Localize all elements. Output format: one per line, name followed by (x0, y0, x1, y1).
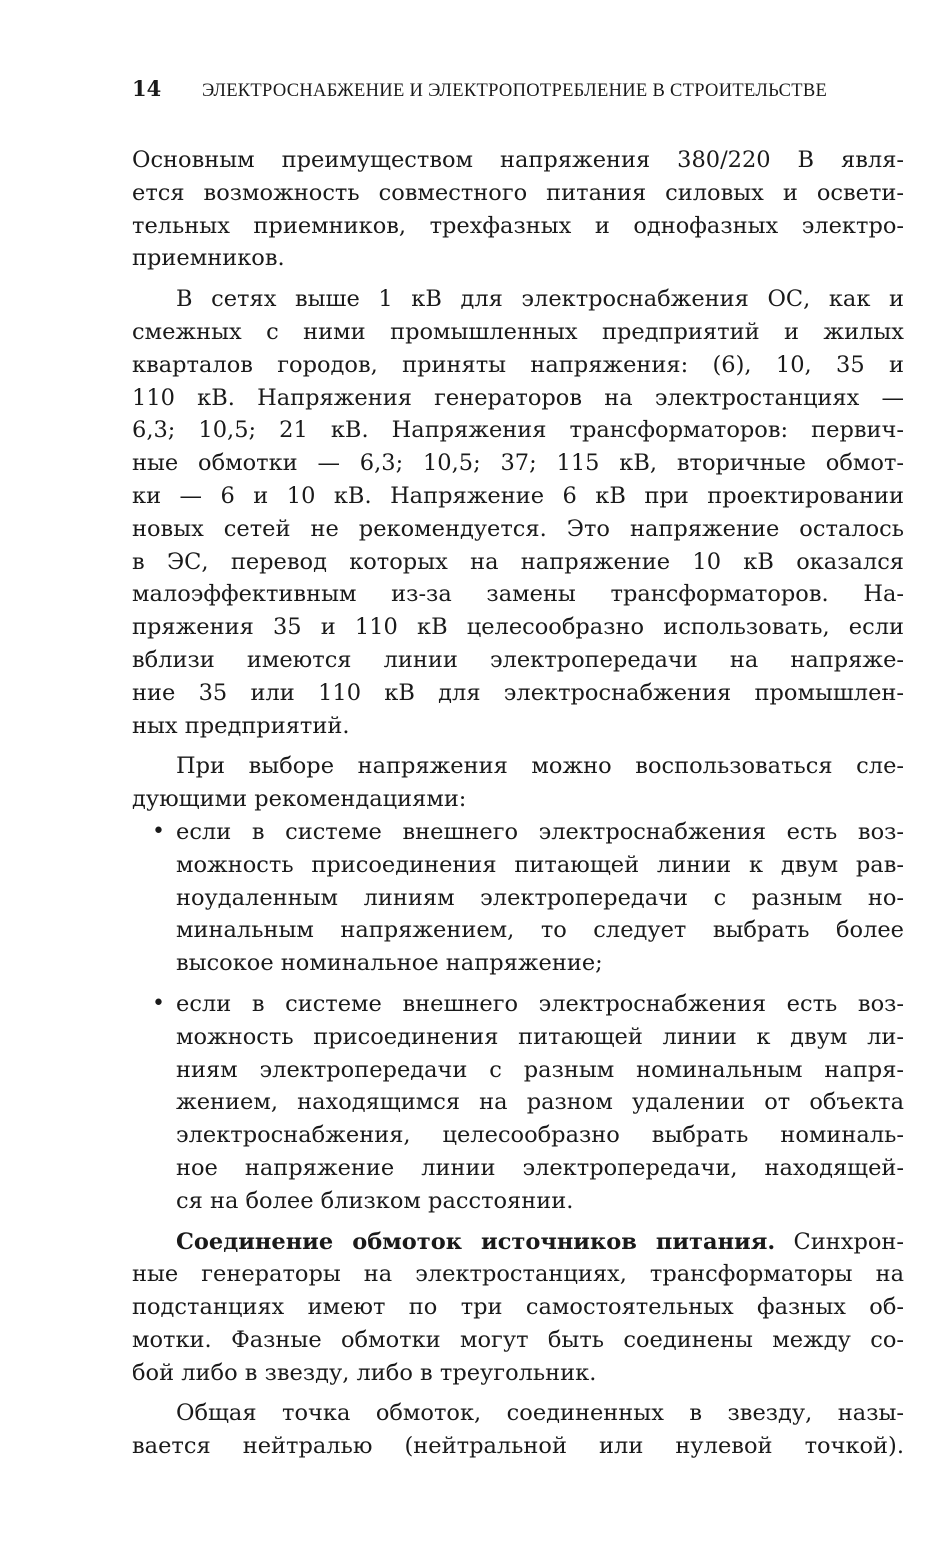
text-line: 6,3; 10,5; 21 кВ. Напряжения трансформаторов: первич- (132, 417, 904, 444)
text-line: В сетях выше 1 кВ для электроснабжения ОС, как и (176, 286, 904, 313)
paragraph-3 (132, 750, 904, 816)
text-line: При выборе напряжения можно воспользоваться сле- (176, 753, 904, 780)
list-item (132, 988, 904, 1218)
text-line: Основным преимуществом напряжения 380/220 В явля- (132, 147, 904, 173)
text-line: высокое номинальное напряжение; (176, 950, 603, 977)
bullet-icon: • (152, 818, 165, 844)
text-line: приемников. (132, 245, 285, 272)
text-line: можность присоединения питающей линии к двум рав- (176, 851, 904, 878)
text-line: можность присоединения питающей линии к двум ли- (176, 1023, 904, 1050)
text-line: вается нейтралью (нейтральной или нулевой точкой). (132, 1433, 904, 1460)
text-line: бой либо в звезду, либо в треугольник. (132, 1359, 597, 1386)
text-line: минальным напряжением, то следует выбрать более (176, 917, 904, 944)
text-line: в ЭС, перевод которых на напряжение 10 кВ оказался (132, 548, 904, 575)
text-line: тельных приемников, трехфазных и однофазных электро- (132, 212, 904, 239)
text-line: электроснабжения, целесообразно выбрать номиналь- (176, 1122, 904, 1149)
text-line: подстанциях имеют по три самостоятельных фазных об- (132, 1294, 904, 1321)
paragraph-4 (132, 1226, 904, 1390)
page-body (132, 144, 904, 1463)
text-line: если в системе внешнего электроснабжения есть воз- (176, 818, 904, 845)
paragraph-2 (132, 283, 904, 742)
text-line: вблизи имеются линии электропередачи на напряже- (132, 646, 904, 673)
text-run: Синхрон- (793, 1228, 904, 1255)
page-number: 14 (132, 76, 162, 101)
page-header (132, 76, 912, 102)
text-line (132, 1226, 904, 1259)
text-line: кварталов городов, приняты напряжения: (6), 10, 35 и (132, 351, 904, 378)
text-line: ные обмотки — 6,3; 10,5; 37; 115 кВ, вторичные обмот- (132, 450, 904, 477)
text-line: ноудаленным линиям электропередачи с разным но- (176, 884, 904, 911)
text-line: пряжения 35 и 110 кВ целесообразно использовать, если (132, 614, 904, 641)
text-line: ется возможность совместного питания силовых и освети- (132, 179, 904, 206)
bullet-icon: • (152, 990, 165, 1016)
text-line: ных предприятий. (132, 712, 350, 739)
text-line: если в системе внешнего электроснабжения есть воз- (176, 990, 904, 1017)
paragraph-1 (132, 144, 904, 275)
text-line: 110 кВ. Напряжения генераторов на электростанциях — (132, 384, 904, 411)
text-line: новых сетей не рекомендуется. Это напряжение осталось (132, 515, 904, 542)
text-line: ся на более близком расстоянии. (176, 1187, 574, 1214)
text-line: смежных с ними промышленных предприятий и жилых (132, 318, 904, 345)
list-item (132, 816, 904, 980)
text-line: мотки. Фазные обмотки могут быть соединены между со- (132, 1326, 904, 1353)
text-line: ниям электропередачи с разным номинальным напря- (176, 1056, 904, 1083)
text-line: ное напряжение линии электропередачи, находящей- (176, 1154, 904, 1181)
text-line: ки — 6 и 10 кВ. Напряжение 6 кВ при проектировании (132, 482, 904, 509)
text-line: ные генераторы на электростанциях, трансформаторы на (132, 1261, 904, 1288)
text-line: жением, находящимся на разном удалении от объекта (176, 1089, 904, 1116)
text-line: Общая точка обмоток, соединенных в звезду, назы- (176, 1400, 904, 1427)
text-line: дующими рекомендациями: (132, 786, 467, 813)
section-run-in-heading: Соединение обмоток источников питания. (176, 1228, 776, 1255)
paragraph-5 (132, 1397, 904, 1463)
text-line: ние 35 или 110 кВ для электроснабжения промышлен- (132, 679, 904, 706)
text-line: малоэффективным из-за замены трансформаторов. На- (132, 581, 904, 608)
running-title: ЭЛЕКТРОСНАБЖЕНИЕ И ЭЛЕКТРОПОТРЕБЛЕНИЕ В СТРОИТЕЛЬСТВЕ (202, 81, 828, 101)
